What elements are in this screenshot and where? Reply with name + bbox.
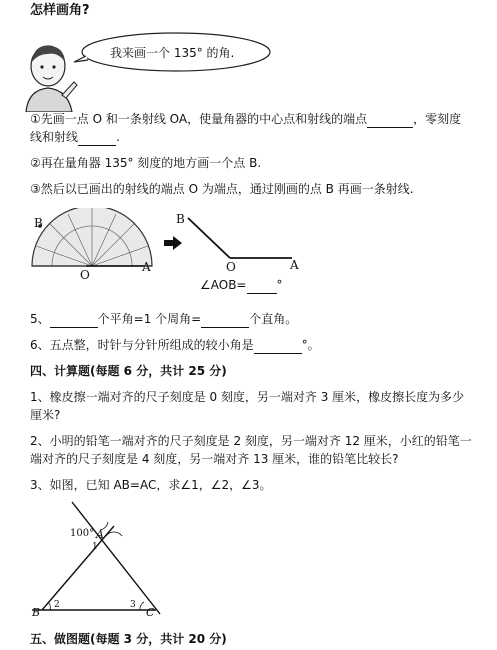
angle-aob-degree: °: [276, 278, 283, 292]
tri-label-3: 3: [130, 600, 136, 610]
tri-label-1: 1: [92, 542, 98, 552]
step-1-blank-2[interactable]: [78, 131, 116, 146]
fig2-label-o: O: [226, 260, 236, 274]
angle-aob-figure: [180, 210, 300, 270]
q5-blank-2[interactable]: [201, 313, 249, 328]
tri-label-b: B: [32, 606, 41, 619]
calc-2-line-1: 2、小明的铅笔一端对齐的尺子刻度是 2 刻度，另一端对齐 12 厘米，小红的铅笔一: [30, 434, 472, 448]
section-4-heading: 四、计算题(每题 6 分，共计 25 分): [30, 364, 227, 378]
question-5: [30, 310, 297, 328]
angle-aob-answer: [200, 276, 283, 294]
step-1-line-1: [30, 110, 461, 128]
boy-illustration: [22, 40, 78, 112]
step-1-text: ①先画一点 O 和一条射线 OA，使量角器的中心点和射线的端点: [30, 112, 368, 126]
step-1-tail-2: .: [116, 130, 120, 144]
fig2-label-a: A: [290, 258, 299, 272]
step-1-tail: ，零刻度: [413, 112, 462, 126]
q5-blank-1[interactable]: [50, 313, 98, 328]
q6-text-end: °。: [301, 338, 320, 352]
step-1-text-2: 线和射线: [30, 130, 79, 144]
angle-aob-blank[interactable]: [247, 279, 277, 294]
angle-aob-label: ∠AOB=: [200, 278, 247, 292]
fig2-label-b: B: [176, 212, 185, 226]
calc-3-text: 3、如图，已知 AB=AC，求∠1，∠2，∠3。: [30, 478, 272, 492]
q5-text: 个平角=1 个周角=: [97, 312, 202, 326]
q5-text-end: 个直角。: [249, 312, 298, 326]
calc-2-line-2: 端对齐的尺子刻度是 4 刻度，另一端对齐 13 厘米，谁的铅笔比较长?: [30, 452, 399, 466]
tri-label-c: C: [146, 606, 155, 619]
calc-1-line-2: 厘米?: [30, 408, 61, 422]
q6-text: 6、五点整，时针与分针所组成的较小角是: [30, 338, 254, 352]
tri-label-100: 100°: [70, 528, 95, 539]
q6-blank[interactable]: [254, 339, 302, 354]
q5-number: 5、: [30, 312, 50, 326]
step-1-line-2: [30, 128, 120, 146]
step-1-blank-1[interactable]: [367, 113, 413, 128]
tri-label-a: A: [96, 528, 104, 541]
step-2-text: ②再在量角器 135° 刻度的地方画一个点 B.: [30, 156, 262, 170]
question-6: [30, 336, 320, 354]
tri-label-2: 2: [54, 600, 60, 610]
protractor-figure: [28, 208, 158, 280]
fig1-label-a: A: [142, 260, 151, 274]
calc-1-line-1: 1、橡皮擦一端对齐的尺子刻度是 0 刻度，另一端对齐 3 厘米，橡皮擦长度为多少: [30, 390, 465, 404]
fig1-label-b: B: [34, 216, 43, 230]
page-title: 怎样画角?: [30, 3, 90, 18]
speech-text: 我来画一个 135° 的角.: [110, 46, 235, 60]
section-5-heading: 五、做图题(每题 3 分，共计 20 分): [30, 632, 227, 646]
step-3-text: ③然后以已画出的射线的端点 O 为端点，通过刚画的点 B 再画一条射线.: [30, 182, 414, 196]
fig1-label-o: O: [80, 268, 90, 282]
